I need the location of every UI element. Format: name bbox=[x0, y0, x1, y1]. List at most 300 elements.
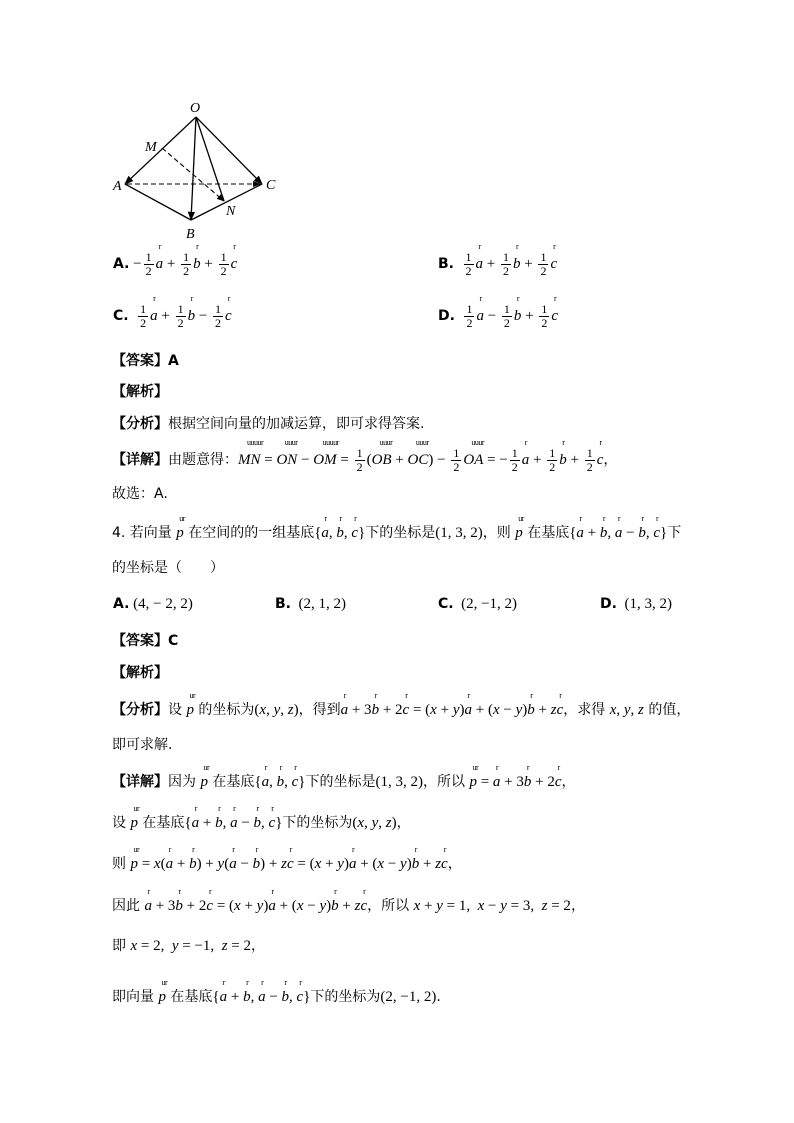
math-run: + bbox=[163, 256, 180, 272]
text-run: 下的坐标为 bbox=[282, 815, 353, 831]
text-run: 在基底 bbox=[165, 989, 213, 1005]
math-variable: z bbox=[281, 856, 287, 872]
math-run: (x, y, z) bbox=[352, 815, 397, 831]
fraction-numerator: 1 bbox=[586, 445, 593, 460]
math-run: = x( bbox=[137, 856, 166, 872]
fraction bbox=[501, 251, 511, 278]
math-run: − bbox=[237, 815, 254, 831]
math-run: − bbox=[195, 308, 212, 324]
vector-b: b r bbox=[513, 294, 522, 324]
vector-arrow-mark: r bbox=[334, 887, 337, 896]
math-run: − bbox=[297, 452, 314, 468]
fraction-numerator: 1 bbox=[220, 249, 227, 264]
math-variable: y bbox=[623, 702, 631, 718]
fraction-numerator: 1 bbox=[145, 249, 152, 264]
vector-arrow-mark: r bbox=[557, 763, 560, 772]
fraction-denominator: 2 bbox=[586, 459, 593, 474]
math-run: (1, 3, 2) bbox=[375, 774, 423, 790]
vector-b: b r bbox=[189, 845, 197, 872]
vector-arrow-mark: r bbox=[526, 763, 530, 772]
fraction-numerator: 1 bbox=[465, 249, 472, 264]
vector-b: b r bbox=[523, 763, 532, 790]
vector-b: b r bbox=[599, 514, 608, 541]
section-label: A. bbox=[113, 596, 130, 612]
vector-b: b r bbox=[215, 804, 223, 831]
vector-arrow-mark: r bbox=[562, 438, 565, 447]
vector-arrow-mark: r bbox=[153, 294, 156, 303]
math-run: } bbox=[275, 815, 283, 831]
vector-c: c r bbox=[653, 514, 661, 541]
q4-option-c[interactable] bbox=[438, 593, 517, 615]
math-run: } bbox=[298, 774, 306, 790]
vector-c: c r bbox=[206, 887, 214, 914]
q4-stem-line2 bbox=[112, 557, 224, 579]
text-run: 下的坐标是 bbox=[365, 525, 436, 541]
q3-option-a[interactable] bbox=[113, 242, 238, 278]
fraction-denominator: 2 bbox=[177, 315, 184, 330]
vector-p: p ur bbox=[130, 845, 140, 872]
math-run: + 3 bbox=[500, 774, 524, 790]
section-label: D. bbox=[438, 308, 455, 324]
math-run: ) − bbox=[428, 452, 450, 468]
fraction bbox=[176, 303, 186, 330]
math-run: x + y = 1, x − y = 3, z = 2 bbox=[413, 898, 571, 914]
q3-jiexi bbox=[112, 381, 168, 403]
text-run: ， bbox=[570, 898, 585, 914]
fraction-denominator: 2 bbox=[511, 459, 518, 474]
math-run: + bbox=[157, 308, 174, 324]
vector-p: p ur bbox=[176, 514, 185, 541]
fraction-denominator: 2 bbox=[356, 459, 363, 474]
math-run: { bbox=[254, 774, 262, 790]
text-run: 即可求解. bbox=[112, 737, 173, 753]
vector-b: b r bbox=[371, 691, 380, 718]
text-run: 的值， bbox=[643, 702, 691, 718]
vector-arrow-mark: r bbox=[256, 804, 259, 813]
fraction-numerator: 1 bbox=[183, 249, 190, 264]
vector-arrow-mark: uuur bbox=[471, 438, 485, 447]
edge-ob bbox=[191, 117, 196, 220]
math-run: + bbox=[566, 452, 583, 468]
vector-a: a r bbox=[475, 242, 483, 272]
math-variable: x bbox=[477, 898, 485, 914]
text-run: 因此 bbox=[112, 898, 145, 914]
text-run: ，所以 bbox=[367, 898, 414, 914]
vector-arrow-mark: ur bbox=[179, 514, 185, 523]
math-variable: x bbox=[234, 898, 241, 914]
vector-a: a r bbox=[576, 514, 584, 541]
math-run: + bbox=[200, 256, 217, 272]
math-run: − bbox=[622, 525, 639, 541]
text-run: 即 bbox=[112, 938, 131, 954]
math-run: x = 2, y = −1, z = 2 bbox=[130, 938, 251, 954]
text-run: 则 bbox=[112, 856, 131, 872]
vector-arrow-mark: r bbox=[255, 845, 258, 854]
label-c: C bbox=[266, 178, 276, 193]
math-run: (2, −1, 2) bbox=[453, 596, 518, 612]
vector-a: a r bbox=[229, 845, 237, 872]
text-run: 设 bbox=[168, 702, 187, 718]
fraction bbox=[464, 303, 474, 330]
q4-detail-line3 bbox=[112, 845, 462, 875]
q4-answer bbox=[112, 630, 178, 652]
vector-b: b r bbox=[253, 804, 262, 831]
math-variable: y bbox=[436, 898, 443, 914]
vector-arrow-mark: r bbox=[271, 887, 274, 896]
fraction bbox=[464, 251, 474, 278]
math-variable: y bbox=[515, 702, 523, 718]
math-variable: x bbox=[153, 856, 161, 872]
math-variable: z bbox=[354, 898, 361, 914]
vector-arrow-mark: ur bbox=[133, 845, 140, 854]
vector-c: c r bbox=[551, 294, 559, 324]
math-variable: y bbox=[256, 898, 264, 914]
math-run: − bbox=[265, 989, 282, 1005]
vector-a: a r bbox=[464, 691, 472, 718]
section-label: D. bbox=[600, 596, 617, 612]
vector-arrow-mark: r bbox=[194, 804, 197, 813]
vector-arrow-mark: r bbox=[227, 294, 230, 303]
math-variable: y bbox=[400, 856, 407, 872]
math-run: ( bbox=[366, 452, 372, 468]
fraction-denominator: 2 bbox=[215, 315, 222, 330]
fraction bbox=[451, 447, 461, 474]
vector-p: p ur bbox=[515, 514, 524, 541]
math-variable: y bbox=[171, 938, 179, 954]
text-run: 根据空间向量的加减运算，即可求得答案. bbox=[168, 416, 425, 432]
math-variable: x bbox=[259, 702, 267, 718]
vector-arrow-mark: r bbox=[158, 242, 161, 251]
vector-a: a r bbox=[144, 887, 152, 914]
text-run: ， bbox=[603, 452, 618, 468]
section-label: 【解析】 bbox=[112, 665, 168, 681]
vector-a: a r bbox=[268, 887, 276, 914]
text-run: ， bbox=[251, 938, 265, 954]
math-run: , bbox=[645, 525, 654, 541]
q3-guxuan bbox=[112, 483, 168, 505]
fraction-numerator: 1 bbox=[453, 445, 460, 460]
section-label: 【详解】 bbox=[112, 452, 168, 468]
math-variable: x bbox=[314, 856, 322, 872]
vector-arrow-mark: ur bbox=[133, 804, 140, 813]
vector-arrow-mark: r bbox=[641, 514, 644, 523]
edge-on bbox=[196, 117, 224, 201]
vector-a: a r bbox=[476, 294, 484, 324]
math-run: (1, 3, 2) bbox=[616, 596, 672, 612]
math-run: + z bbox=[534, 702, 557, 718]
vector-arrow-mark: uuur bbox=[379, 438, 393, 447]
vector-a: a r bbox=[348, 845, 357, 872]
fraction-denominator: 2 bbox=[503, 315, 510, 330]
vector-p: p ur bbox=[200, 763, 210, 790]
tetrahedron-figure bbox=[100, 95, 290, 245]
math-run: + bbox=[583, 525, 600, 541]
math-run: + bbox=[521, 308, 538, 324]
fraction bbox=[538, 251, 548, 278]
vector-b: b r bbox=[527, 691, 535, 718]
vector-arrow-mark: r bbox=[414, 845, 417, 854]
q3-fenxi bbox=[112, 413, 424, 435]
vector-arrow-mark: r bbox=[261, 978, 264, 987]
q4-detail-line5 bbox=[112, 935, 265, 957]
vector-arrow-mark: r bbox=[279, 763, 282, 772]
math-run: + 2 bbox=[182, 898, 207, 914]
vector-b: b r bbox=[175, 887, 183, 914]
vector-arrow-mark: r bbox=[324, 514, 327, 523]
text-run: 在基底 bbox=[137, 815, 185, 831]
vector-b: b r bbox=[193, 242, 201, 272]
math-variable: z bbox=[435, 856, 442, 872]
math-run bbox=[129, 308, 137, 324]
math-run: = (x + y) bbox=[213, 898, 269, 914]
vector-arrow-mark: r bbox=[617, 514, 621, 523]
math-run: = (x + y) bbox=[409, 702, 465, 718]
vector-arrow-mark: r bbox=[579, 514, 582, 523]
math-run: + 2 bbox=[379, 702, 403, 718]
edge-oa bbox=[125, 117, 196, 184]
vector-arrow-mark: ur bbox=[161, 978, 168, 987]
text-run: 在基底 bbox=[207, 774, 255, 790]
vector-arrow-mark: r bbox=[478, 242, 481, 251]
math-run: } bbox=[660, 525, 668, 541]
vector-arrow-mark: r bbox=[363, 887, 366, 896]
math-run: = bbox=[336, 452, 353, 468]
vector-b: b r bbox=[638, 514, 646, 541]
section-label: 【答案】A bbox=[112, 353, 179, 369]
math-variable: x bbox=[609, 702, 617, 718]
vector-arrow-mark: r bbox=[405, 691, 408, 700]
math-variable: x bbox=[130, 938, 138, 954]
vector-arrow-mark: r bbox=[524, 438, 527, 447]
vector-arrow-mark: r bbox=[553, 242, 556, 251]
math-run: } bbox=[358, 525, 366, 541]
math-run: = − bbox=[483, 452, 508, 468]
vector-arrow-mark: r bbox=[299, 978, 302, 987]
vector-arrow-mark: uuur bbox=[284, 438, 298, 447]
vector-a: a r bbox=[150, 294, 158, 324]
vector-p: p ur bbox=[130, 804, 140, 831]
vector-arrow-mark: r bbox=[656, 514, 659, 523]
vector-arrow-mark: r bbox=[192, 845, 195, 854]
math-run: , bbox=[269, 774, 277, 790]
vector-arrow-mark: r bbox=[602, 514, 606, 523]
vector-arrow-mark: r bbox=[233, 804, 236, 813]
vector-a: a r bbox=[614, 514, 623, 541]
math-variable: y bbox=[371, 815, 379, 831]
label-o: O bbox=[190, 101, 201, 116]
q4-option-d[interactable] bbox=[600, 593, 672, 615]
math-run bbox=[454, 256, 462, 272]
q4-fenxi-line1 bbox=[112, 691, 691, 721]
vector-arrow-mark: r bbox=[284, 978, 287, 987]
vector-a: a r bbox=[321, 514, 329, 541]
math-run: (2, 1, 2) bbox=[291, 596, 346, 612]
math-run: x, y, z bbox=[609, 702, 644, 718]
math-variable: z bbox=[221, 938, 228, 954]
vector-arrow-mark: r bbox=[479, 294, 482, 303]
q3-option-b[interactable] bbox=[438, 242, 558, 278]
q3-answer bbox=[112, 350, 179, 372]
fraction-numerator: 1 bbox=[215, 301, 222, 316]
vector-om: OM uuuur bbox=[313, 438, 339, 468]
vector-c: c r bbox=[351, 514, 359, 541]
section-label: B. bbox=[275, 596, 291, 612]
fraction bbox=[502, 303, 512, 330]
q4-detail-line6 bbox=[112, 978, 441, 1008]
edge-oc bbox=[196, 117, 262, 184]
math-variable: z bbox=[638, 702, 644, 718]
math-run: + z bbox=[338, 898, 361, 914]
vector-arrow-mark: r bbox=[218, 804, 221, 813]
vector-c: c r bbox=[550, 242, 558, 272]
vector-c: c r bbox=[554, 763, 562, 790]
section-label: 【解析】 bbox=[112, 384, 168, 400]
fraction-denominator: 2 bbox=[502, 263, 509, 278]
vector-arrow-mark: r bbox=[354, 514, 357, 523]
fraction-denominator: 2 bbox=[540, 263, 547, 278]
vector-a: a r bbox=[219, 978, 228, 1005]
text-run: 4. 若向量 bbox=[112, 525, 177, 541]
vector-b: b r bbox=[187, 294, 196, 324]
math-run: + (x − y) bbox=[471, 702, 528, 718]
label-n: N bbox=[226, 204, 236, 219]
math-run: (2, −1, 2) bbox=[380, 989, 437, 1005]
vector-a: a r bbox=[492, 763, 501, 790]
q4-option-b[interactable] bbox=[275, 593, 346, 615]
math-run: + (x − y) bbox=[275, 898, 332, 914]
vector-arrow-mark: r bbox=[178, 887, 181, 896]
text-run: ，求得 bbox=[563, 702, 610, 718]
math-run: + bbox=[483, 256, 499, 272]
fraction bbox=[213, 303, 223, 330]
fraction-numerator: 1 bbox=[466, 301, 473, 316]
vector-a: a r bbox=[230, 804, 238, 831]
text-run: ， bbox=[447, 856, 462, 872]
vector-c: c r bbox=[441, 845, 448, 872]
fraction bbox=[510, 447, 520, 474]
edge-ab bbox=[125, 184, 191, 220]
vector-c: c r bbox=[556, 691, 564, 718]
vector-c: c r bbox=[268, 804, 276, 831]
section-label: 【分析】 bbox=[112, 702, 168, 718]
q4-option-a[interactable] bbox=[113, 593, 193, 615]
math-variable: y bbox=[452, 702, 460, 718]
vector-on: ON uuur bbox=[276, 438, 298, 468]
fraction bbox=[144, 251, 154, 278]
text-run: 在基底 bbox=[522, 525, 570, 541]
fraction-denominator: 2 bbox=[466, 315, 473, 330]
vector-arrow-mark: ur bbox=[518, 514, 524, 523]
text-run: ， bbox=[561, 774, 576, 790]
vector-a: a r bbox=[258, 978, 266, 1005]
vector-arrow-mark: ur bbox=[189, 691, 196, 700]
math-run: , bbox=[607, 525, 615, 541]
math-run: + bbox=[173, 856, 190, 872]
vector-arrow-mark: r bbox=[559, 691, 562, 700]
math-run: + bbox=[227, 989, 244, 1005]
text-run: 故选：A. bbox=[112, 486, 168, 502]
fraction bbox=[547, 447, 557, 474]
math-run: ) + y( bbox=[196, 856, 230, 872]
vector-a: a r bbox=[191, 804, 200, 831]
math-variable: x bbox=[296, 898, 304, 914]
vector-c: c r bbox=[225, 294, 232, 324]
fraction-numerator: 1 bbox=[540, 249, 547, 264]
text-run: . bbox=[436, 989, 441, 1005]
section-label: C. bbox=[438, 596, 454, 612]
text-run: 的坐标是（ ） bbox=[112, 560, 224, 576]
math-run: − bbox=[483, 308, 500, 324]
fraction-numerator: 1 bbox=[177, 301, 184, 316]
math-run: = (x + y) bbox=[293, 856, 349, 872]
math-run: ) + z bbox=[260, 856, 287, 872]
vector-arrow-mark: r bbox=[530, 691, 533, 700]
label-b: B bbox=[186, 227, 195, 242]
math-run: = bbox=[260, 452, 277, 468]
vector-arrow-mark: r bbox=[246, 978, 249, 987]
vector-oc: OC uuur bbox=[407, 438, 429, 468]
vector-arrow-mark: ur bbox=[203, 763, 210, 772]
q3-xiangjie bbox=[112, 438, 618, 474]
math-run: + (x − y) bbox=[356, 856, 412, 872]
math-run: , bbox=[284, 774, 292, 790]
vector-p: p ur bbox=[469, 763, 479, 790]
fraction-denominator: 2 bbox=[549, 459, 556, 474]
text-run: 即向量 bbox=[112, 989, 159, 1005]
q4-stem-line1 bbox=[112, 514, 682, 544]
vector-c: c r bbox=[402, 691, 410, 718]
math-run: − bbox=[129, 256, 142, 272]
math-run bbox=[455, 308, 463, 324]
vector-a: a r bbox=[261, 763, 270, 790]
q4-jiexi bbox=[112, 662, 168, 684]
vector-p: p ur bbox=[186, 691, 196, 718]
vector-ob: OB uuur bbox=[371, 438, 393, 468]
vector-c: c r bbox=[291, 763, 299, 790]
math-variable: x bbox=[413, 898, 421, 914]
vector-arrow-mark: r bbox=[374, 691, 377, 700]
math-run: + 3 bbox=[151, 898, 176, 914]
math-run: − bbox=[236, 856, 253, 872]
text-run: 下的坐标为 bbox=[310, 989, 381, 1005]
fraction-numerator: 1 bbox=[503, 301, 510, 316]
vector-b: b r bbox=[411, 845, 420, 872]
fraction-numerator: 1 bbox=[549, 445, 556, 460]
vector-arrow-mark: r bbox=[232, 845, 235, 854]
text-run: ， bbox=[396, 815, 411, 831]
math-variable: z bbox=[385, 815, 392, 831]
vector-arrow-mark: r bbox=[209, 887, 212, 896]
vector-b: b r bbox=[331, 887, 339, 914]
vector-arrow-mark: r bbox=[351, 845, 355, 854]
q3-option-d[interactable] bbox=[438, 294, 559, 330]
math-variable: y bbox=[319, 898, 327, 914]
q3-option-c[interactable] bbox=[113, 294, 232, 330]
section-label: B. bbox=[438, 256, 454, 272]
vector-c: c r bbox=[360, 887, 368, 914]
vector-arrow-mark: r bbox=[599, 438, 602, 447]
vector-mn: MN uuuur bbox=[238, 438, 264, 468]
section-label: A. bbox=[113, 256, 130, 272]
fraction-denominator: 2 bbox=[140, 315, 147, 330]
math-run: + bbox=[529, 452, 546, 468]
math-run: (1, 3, 2) bbox=[435, 525, 483, 541]
vector-a: a r bbox=[521, 438, 530, 468]
vector-b: b r bbox=[252, 845, 261, 872]
vector-arrow-mark: r bbox=[294, 763, 297, 772]
fraction-denominator: 2 bbox=[541, 315, 548, 330]
math-run: { bbox=[212, 989, 220, 1005]
